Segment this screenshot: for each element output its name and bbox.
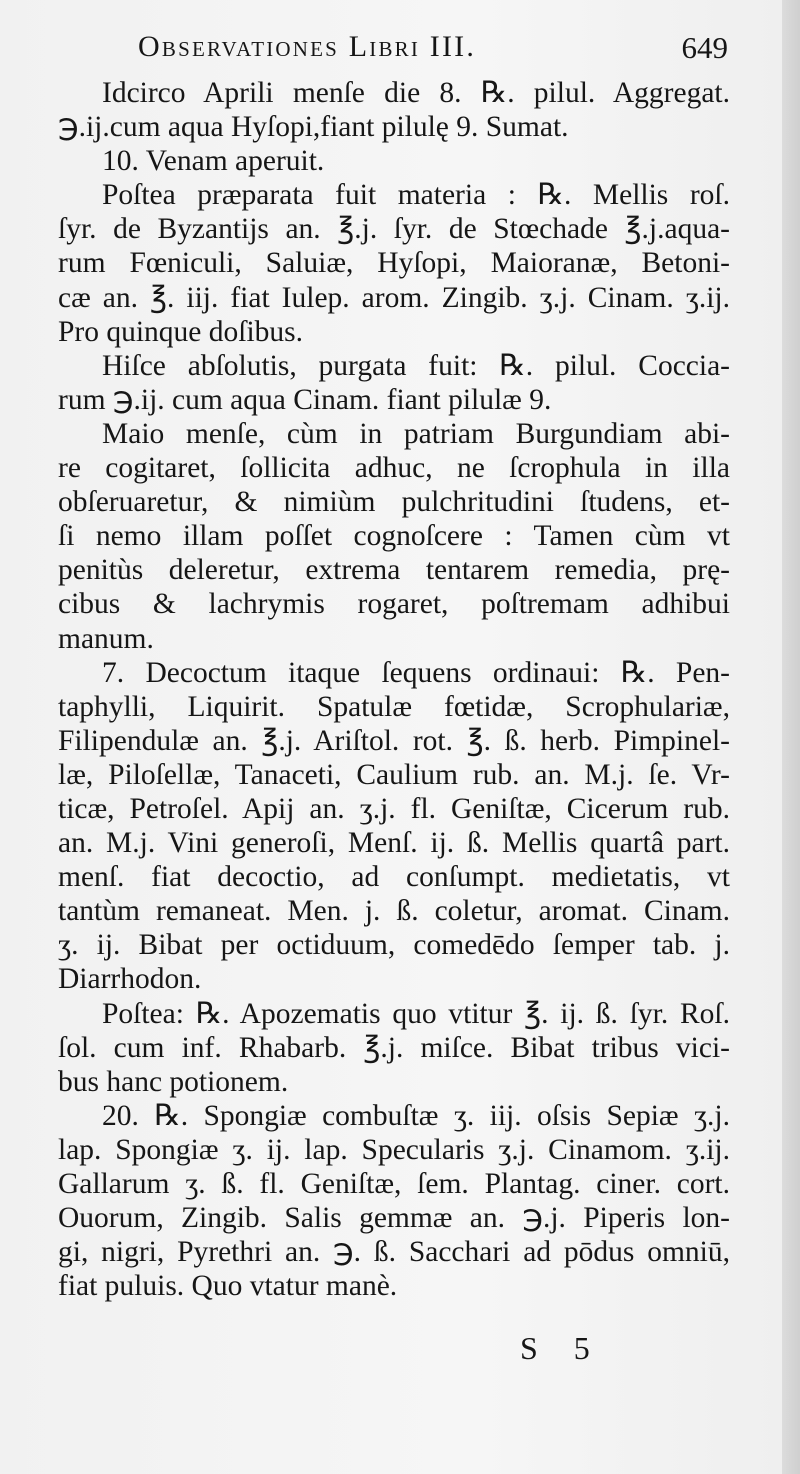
running-head: Observationes Libri III. [138,30,477,63]
text-line: læ, Piloſellæ, Tanaceti, Caulium rub. an. M.j. ſe. Vr- [58,758,730,791]
text-line: ʒ. ij. Bibat per octiduum, comedēdo ſemper tab. j. [58,929,730,962]
text-line: Poſtea: ℞. Apozematis quo vtitur ℥. ij. ß. ſyr. Roſ. [102,997,730,1030]
text-line: Hiſce abſolutis, purgata fuit: ℞. pilul. Coccia- [102,349,730,382]
page-header [138,28,728,72]
body-text [58,76,730,1303]
text-line: Idcirco Aprili menſe die 8. ℞. pilul. Aggregat. [102,77,730,109]
text-line: rum Fœniculi, Saluiæ, Hyſopi, Maioranæ, Betoni- [58,247,730,280]
text-line: fiat puluis. Quo vtatur manè. [58,1270,398,1303]
text-line: Pro quinque doſibus. [58,315,304,348]
text-line: Ouorum, Zingib. Salis gemmæ an. ℈.j. Piperis lon- [58,1202,730,1235]
text-line: Diarrhodon. [58,963,202,996]
text-line: ſyr. de Byzantijs an. ℥.j. ſyr. de Stœchade ℥.j.aqua- [58,213,730,246]
text-line: cæ an. ℥. iij. fiat Iulep. arom. Zingib. ʒ.j. Cinam. ʒ.ij. [58,281,730,314]
text-line: 10. Venam aperuit. [102,145,325,178]
text-line: 20. ℞. Spongiæ combuſtæ ʒ. iij. oſsis Sepiæ ʒ.j. [102,1099,730,1132]
text-line: Filipendulæ an. ℥.j. Ariſtol. rot. ℥. ß. herb. Pimpinel- [58,724,730,757]
text-line: an. M.j. Vini generoſi, Menſ. ij. ß. Mellis quartâ part. [58,827,730,860]
text-line: ſi nemo illam poſſet cognoſcere : Tamen cùm vt [58,520,730,553]
text-line: ℈.ij.cum aqua Hyſopi,fiant pilulę 9. Sumat. [58,111,569,144]
text-line: ticæ, Petroſel. Apij an. ʒ.j. fl. Geniſtæ, Cicerum rub. [58,792,730,825]
text-line: obſeruaretur, & nimiùm pulchritudini ſtudens, et- [58,486,730,519]
text-line: penitùs deleretur, extrema tentarem remedia, prę- [58,554,730,587]
text-line: Gallarum ʒ. ß. fl. Geniſtæ, ſem. Plantag. ciner. cort. [58,1168,730,1200]
text-line: Maio menſe, cùm in patriam Burgundiam abi- [102,417,730,450]
text-line: tantùm remaneat. Men. j. ß. coletur, aromat. Cinam. [58,895,730,928]
text-line: gi, nigri, Pyrethri an. ℈. ß. Sacchari ad pōdus omniū, [58,1236,730,1269]
text-line: ſol. cum inf. Rhabarb. ℥.j. miſce. Bibat tribus vici- [58,1031,730,1064]
text-line: manum. [58,622,154,655]
text-line: lap. Spongiæ ʒ. ij. lap. Specularis ʒ.j. Cinamom. ʒ.ij. [58,1133,730,1166]
text-line: menſ. fiat decoctio, ad conſumpt. medietatis, vt [58,861,730,894]
text-line: taphylli, Liquirit. Spatulæ fœtidæ, Scrophulariæ, [58,690,730,723]
page-edge [782,0,800,1474]
page-number: 649 [681,30,728,65]
text-line: Poſtea præparata fuit materia : ℞. Mellis roſ. [102,179,730,212]
text-line: re cogitaret, ſollicita adhuc, ne ſcrophula in illa [58,452,730,485]
text-line: bus hanc potionem. [58,1065,289,1098]
signature-mark: S 5 [520,1330,604,1366]
text-line: cibus & lachrymis rogaret, poſtremam adhibui [58,588,730,621]
text-line: 7. Decoctum itaque ſequens ordinaui: ℞. Pen- [102,656,730,689]
text-line: rum ℈.ij. cum aqua Cinam. fiant pilulæ 9. [58,383,552,416]
